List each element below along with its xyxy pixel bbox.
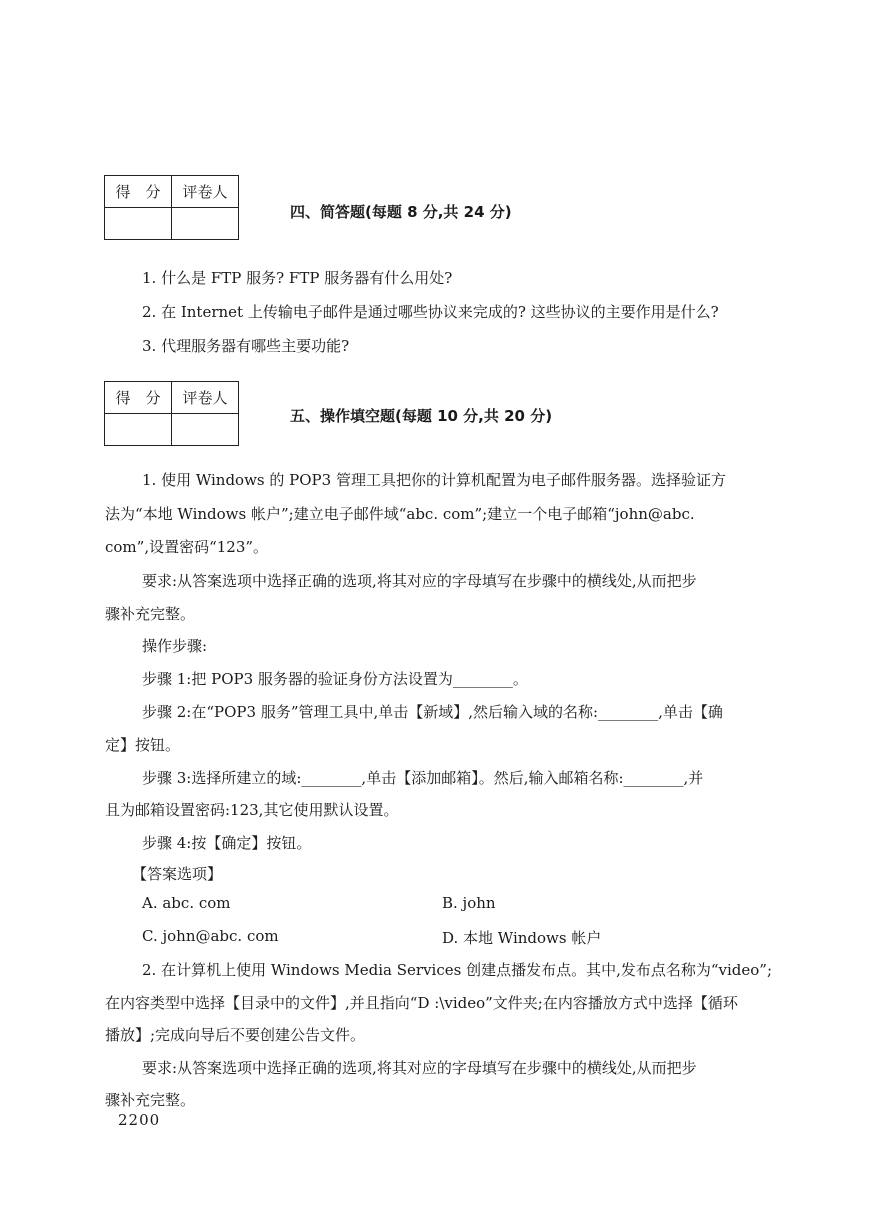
q1-line-1: 1. 使用 Windows 的 POP3 管理工具把你的计算机配置为电子邮件服务器。选择验证方: [142, 471, 726, 489]
step-3-line-1: 步骤 3:选择所建立的域:________,单击【添加邮箱】。然后,输入邮箱名称:________,并: [142, 769, 704, 787]
step-2-line-1: 步骤 2:在“POP3 服务”管理工具中,单击【新域】,然后输入域的名称:________,单击【确: [142, 703, 723, 721]
question-3: 3. 代理服务器有哪些主要功能?: [142, 337, 350, 355]
option-b: B. john: [442, 894, 496, 912]
option-d: D. 本地 Windows 帐户: [442, 929, 602, 947]
option-a: A. abc. com: [142, 894, 231, 912]
score-cell: [105, 414, 172, 446]
q1-requirement-1: 要求:从答案选项中选择正确的选项,将其对应的字母填写在步骤中的横线处,从而把步: [142, 572, 697, 590]
grader-label: 评卷人: [172, 382, 239, 414]
step-1: 步骤 1:把 POP3 服务器的验证身份方法设置为________。: [142, 670, 528, 688]
score-label: 得 分: [105, 382, 172, 414]
question-2: 2. 在 Internet 上传输电子邮件是通过哪些协议来完成的? 这些协议的主要作用是什么?: [142, 303, 719, 321]
page-number: 2200: [118, 1111, 161, 1129]
q2-line-3: 播放】;完成向导后不要创建公告文件。: [105, 1026, 366, 1044]
step-4: 步骤 4:按【确定】按钮。: [142, 834, 312, 852]
q1-line-2: 法为“本地 Windows 帐户”;建立电子邮件域“abc. com”;建立一个电子邮箱“john@abc.: [105, 505, 695, 523]
q2-requirement-2: 骤补充完整。: [105, 1091, 196, 1109]
score-cell: [105, 208, 172, 240]
q1-line-3: com”,设置密码“123”。: [105, 538, 269, 556]
option-c: C. john@abc. com: [142, 927, 279, 945]
q2-line-2: 在内容类型中选择【目录中的文件】,并且指向“D :\video”文件夹;在内容播放方式中选择【循环: [105, 994, 738, 1012]
score-table-section4: [104, 175, 239, 240]
q1-requirement-2: 骤补充完整。: [105, 605, 196, 623]
step-2-line-2: 定】按钮。: [105, 736, 181, 754]
answer-options-header: 【答案选项】: [132, 865, 223, 883]
steps-label: 操作步骤:: [142, 637, 208, 655]
score-label: 得 分: [105, 176, 172, 208]
q2-line-1: 2. 在计算机上使用 Windows Media Services 创建点播发布点。其中,发布点名称为“video”;: [142, 961, 773, 979]
section4-title: 四、简答题(每题 8 分,共 24 分): [290, 203, 512, 221]
question-1: 1. 什么是 FTP 服务? FTP 服务器有什么用处?: [142, 269, 453, 287]
grader-label: 评卷人: [172, 176, 239, 208]
step-3-line-2: 且为邮箱设置密码:123,其它使用默认设置。: [105, 801, 399, 819]
grader-cell: [172, 208, 239, 240]
q2-requirement-1: 要求:从答案选项中选择正确的选项,将其对应的字母填写在步骤中的横线处,从而把步: [142, 1059, 697, 1077]
grader-cell: [172, 414, 239, 446]
score-table-section5: [104, 381, 239, 446]
section5-title: 五、操作填空题(每题 10 分,共 20 分): [290, 407, 553, 425]
